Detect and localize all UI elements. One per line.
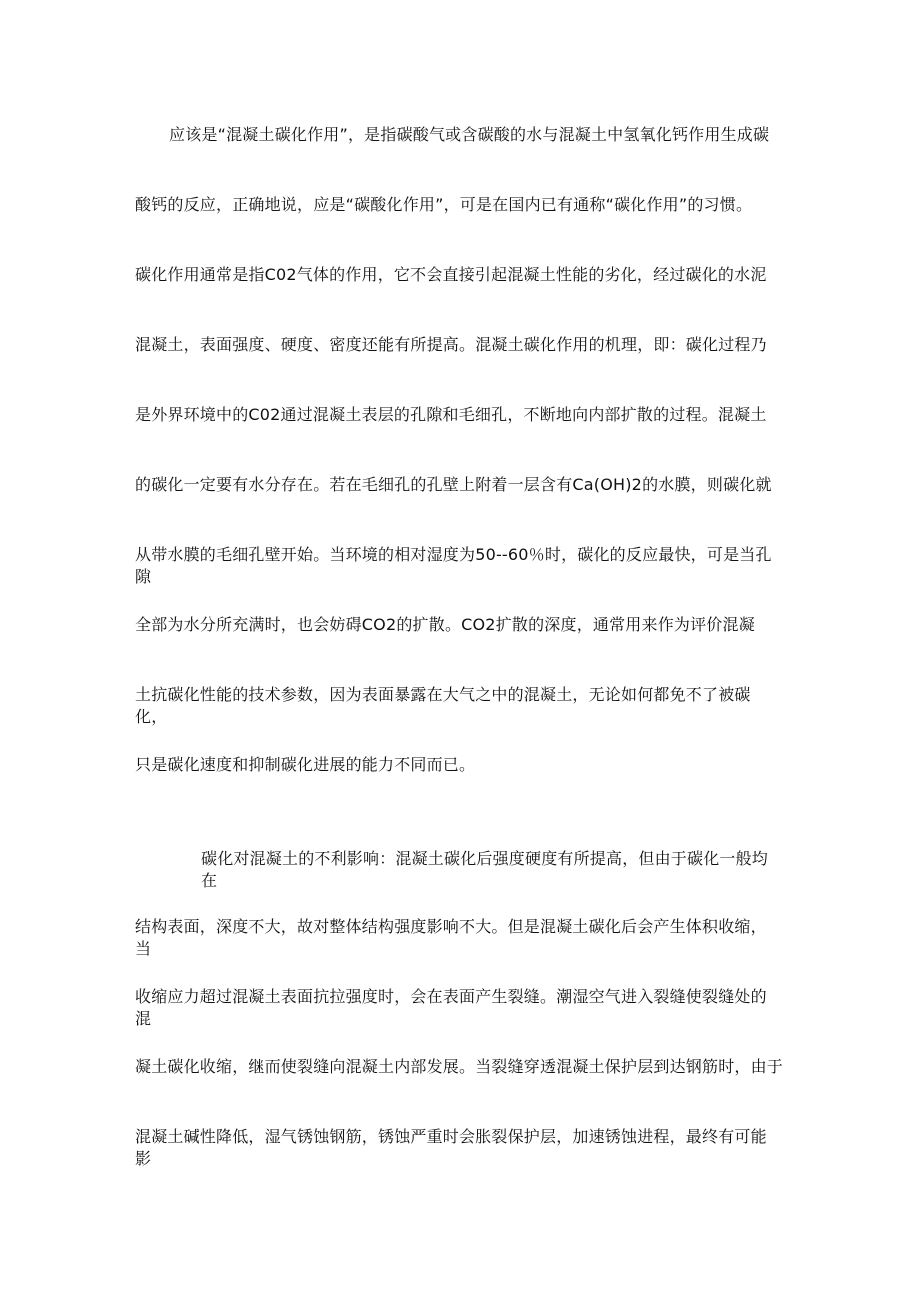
- paragraph-line-8: 全部为水分所充满时，也会妨碍CO2的扩散。CO2扩散的深度，通常用来作为评价混凝: [135, 615, 755, 634]
- paragraph-line-1: 应该是“混凝土碳化作用”，是指碳酸气或含碳酸的水与混凝土中氢氧化钙作用生成碳: [169, 125, 770, 144]
- paragraph-line-3: 碳化作用通常是指C02气体的作用，它不会直接引起混凝土性能的劣化，经过碳化的水泥: [135, 265, 767, 284]
- paragraph-line-2: 酸钙的反应，正确地说，应是“碳酸化作用”，可是在国内已有通称“碳化作用”的习惯。: [135, 195, 753, 214]
- paragraph-line-12: 结构表面，深度不大，故对整体结构强度影响不大。但是混凝土碳化后会产生体积收缩，当: [135, 917, 767, 958]
- paragraph-line-15: 混凝土碱性降低，湿气锈蚀钢筋，锈蚀严重时会胀裂保护层，加速锈蚀进程，最终有可能影: [135, 1127, 767, 1168]
- paragraph-line-6: 的碳化一定要有水分存在。若在毛细孔的孔壁上附着一层含有Ca(OH)2的水膜，则碳化就: [135, 475, 772, 494]
- paragraph-line-10: 只是碳化速度和抑制碳化进展的能力不同而已。: [135, 755, 476, 774]
- paragraph-line-4: 混凝土，表面强度、硬度、密度还能有所提高。混凝土碳化作用的机理，即：碳化过程乃: [135, 335, 767, 354]
- paragraph-line-7: 从带水膜的毛细孔壁开始。当环境的相对湿度为50--60％时，碳化的反应最快，可是当孔隙: [135, 545, 772, 586]
- paragraph-line-13: 收缩应力超过混凝土表面抗拉强度时，会在表面产生裂缝。潮湿空气进入裂缝使裂缝处的混: [135, 987, 767, 1028]
- paragraph-line-14: 凝土碳化收缩，继而使裂缝向混凝土内部发展。当裂缝穿透混凝土保护层到达钢筋时，由于: [135, 1057, 784, 1076]
- paragraph-line-9: 土抗碳化性能的技术参数，因为表面暴露在大气之中的混凝土，无论如何都免不了被碳化，: [135, 685, 751, 726]
- paragraph-line-11: 碳化对混凝土的不利影响：混凝土碳化后强度硬度有所提高，但由于碳化一般均在: [201, 849, 769, 890]
- paragraph-line-5: 是外界环境中的C02通过混凝土表层的孔隙和毛细孔，不断地向内部扩散的过程。混凝土: [135, 405, 767, 424]
